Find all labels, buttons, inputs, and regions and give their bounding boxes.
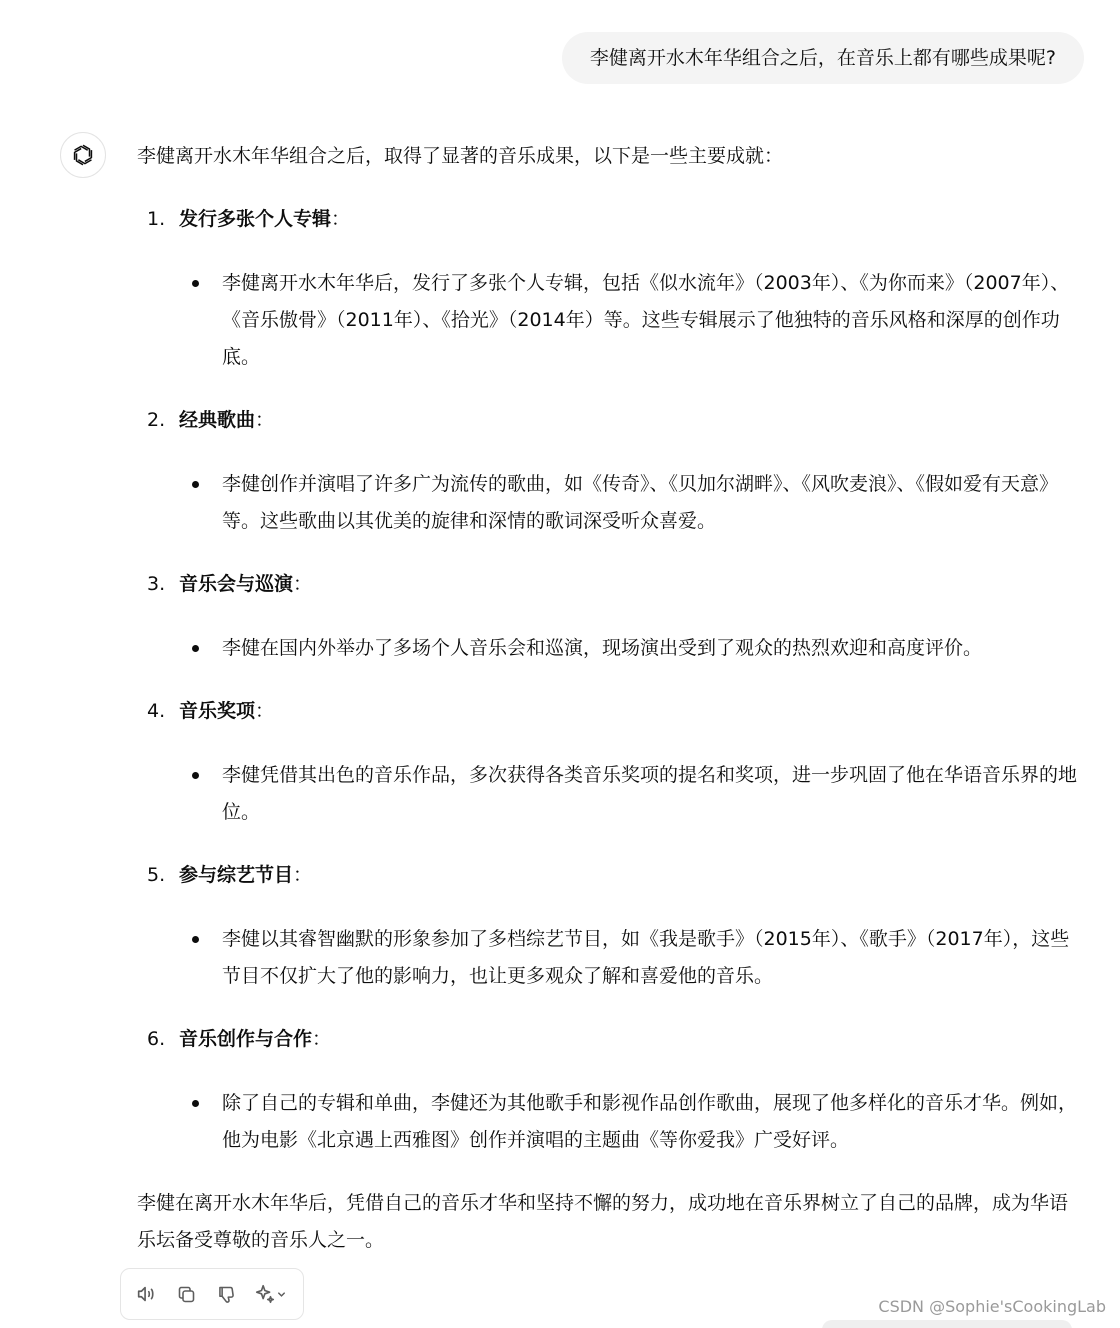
section-bullet-text: 李健在国内外举办了多场个人音乐会和巡演，现场演出受到了观众的热烈欢迎和高度评价。 (222, 637, 983, 659)
answer-intro: 李健离开水木年华组合之后，取得了显著的音乐成果，以下是一些主要成就： (137, 145, 784, 167)
section-title: 发行多张个人专辑 (179, 208, 332, 230)
answer-section-4 (137, 693, 1082, 831)
assistant-avatar (60, 132, 106, 178)
section-title: 音乐创作与合作 (179, 1028, 313, 1050)
section-colon: ： (331, 208, 351, 230)
bullet-dot (189, 921, 222, 995)
copy-icon (176, 1284, 197, 1305)
watermark: CSDN @Sophie'sCookingLab (878, 1297, 1106, 1316)
section-title: 音乐奖项 (179, 700, 256, 722)
regenerate-menu-button[interactable] (253, 1281, 287, 1307)
section-bullet-text: 李健凭借其出色的音乐作品，多次获得各类音乐奖项的提名和奖项，进一步巩固了他在华语音乐界的地位。 (222, 764, 1078, 823)
section-colon: ： (293, 573, 313, 595)
scroll-pill (822, 1320, 1072, 1328)
section-number: 3. (147, 573, 166, 595)
bullet-dot (189, 757, 222, 831)
section-colon: ： (293, 864, 313, 886)
read-aloud-button[interactable] (133, 1281, 159, 1307)
speaker-icon (135, 1283, 157, 1305)
section-number: 1. (147, 208, 166, 230)
sparkle-icon (254, 1283, 276, 1305)
section-number: 6. (147, 1028, 166, 1050)
chevron-down-icon (276, 1289, 287, 1300)
section-colon: ： (312, 1028, 332, 1050)
openai-logo-icon (70, 142, 96, 168)
thumbs-down-button[interactable] (213, 1281, 239, 1307)
answer-section-1 (137, 201, 1082, 376)
section-bullet-text: 李健以其睿智幽默的形象参加了多档综艺节目，如《我是歌手》（2015年）、《歌手》（2017年），这些节目不仅扩大了他的影响力，也让更多观众了解和喜爱他的音乐。 (222, 928, 1070, 987)
section-bullet-text: 李健创作并演唱了许多广为流传的歌曲，如《传奇》、《贝加尔湖畔》、《风吹麦浪》、《假如爱有天意》等。这些歌曲以其优美的旋律和深情的歌词深受听众喜爱。 (222, 473, 1059, 532)
section-title: 经典歌曲 (179, 409, 256, 431)
section-colon: ： (255, 409, 275, 431)
bullet-dot (189, 1085, 222, 1159)
section-number: 4. (147, 700, 166, 722)
bullet-dot (189, 265, 222, 376)
section-number: 5. (147, 864, 166, 886)
section-bullet-text: 除了自己的专辑和单曲，李健还为其他歌手和影视作品创作歌曲，展现了他多样化的音乐才华。例如，他为电影《北京遇上西雅图》创作并演唱的主题曲《等你爱我》广受好评。 (222, 1092, 1078, 1151)
answer-section-6 (137, 1021, 1082, 1159)
section-bullet-text: 李健离开水木年华后，发行了多张个人专辑，包括《似水流年》（2003年）、《为你而来》（2007年）、《音乐傲骨》（2011年）、《拾光》（2014年）等。这些专辑展示了他独特的音乐风格和深厚的创作功底。 (222, 272, 1070, 368)
section-title: 音乐会与巡演 (179, 573, 294, 595)
answer-closing: 李健在离开水木年华后，凭借自己的音乐才华和坚持不懈的努力，成功地在音乐界树立了自己的品牌，成为华语乐坛备受尊敬的音乐人之一。 (137, 1192, 1069, 1251)
section-title: 参与综艺节目 (179, 864, 294, 886)
user-message-bubble (562, 32, 1084, 84)
thumbs-down-icon (216, 1284, 237, 1305)
answer-section-3 (137, 566, 1082, 667)
section-number: 2. (147, 409, 166, 431)
section-colon: ： (255, 700, 275, 722)
user-message-text: 李健离开水木年华组合之后，在音乐上都有哪些成果呢? (589, 46, 1056, 69)
answer-section-2 (137, 402, 1082, 540)
bullet-dot (189, 630, 222, 667)
copy-button[interactable] (173, 1281, 199, 1307)
bullet-dot (189, 466, 222, 540)
message-actions-toolbar (120, 1268, 304, 1320)
answer-section-5 (137, 857, 1082, 995)
assistant-message (137, 138, 1082, 1259)
